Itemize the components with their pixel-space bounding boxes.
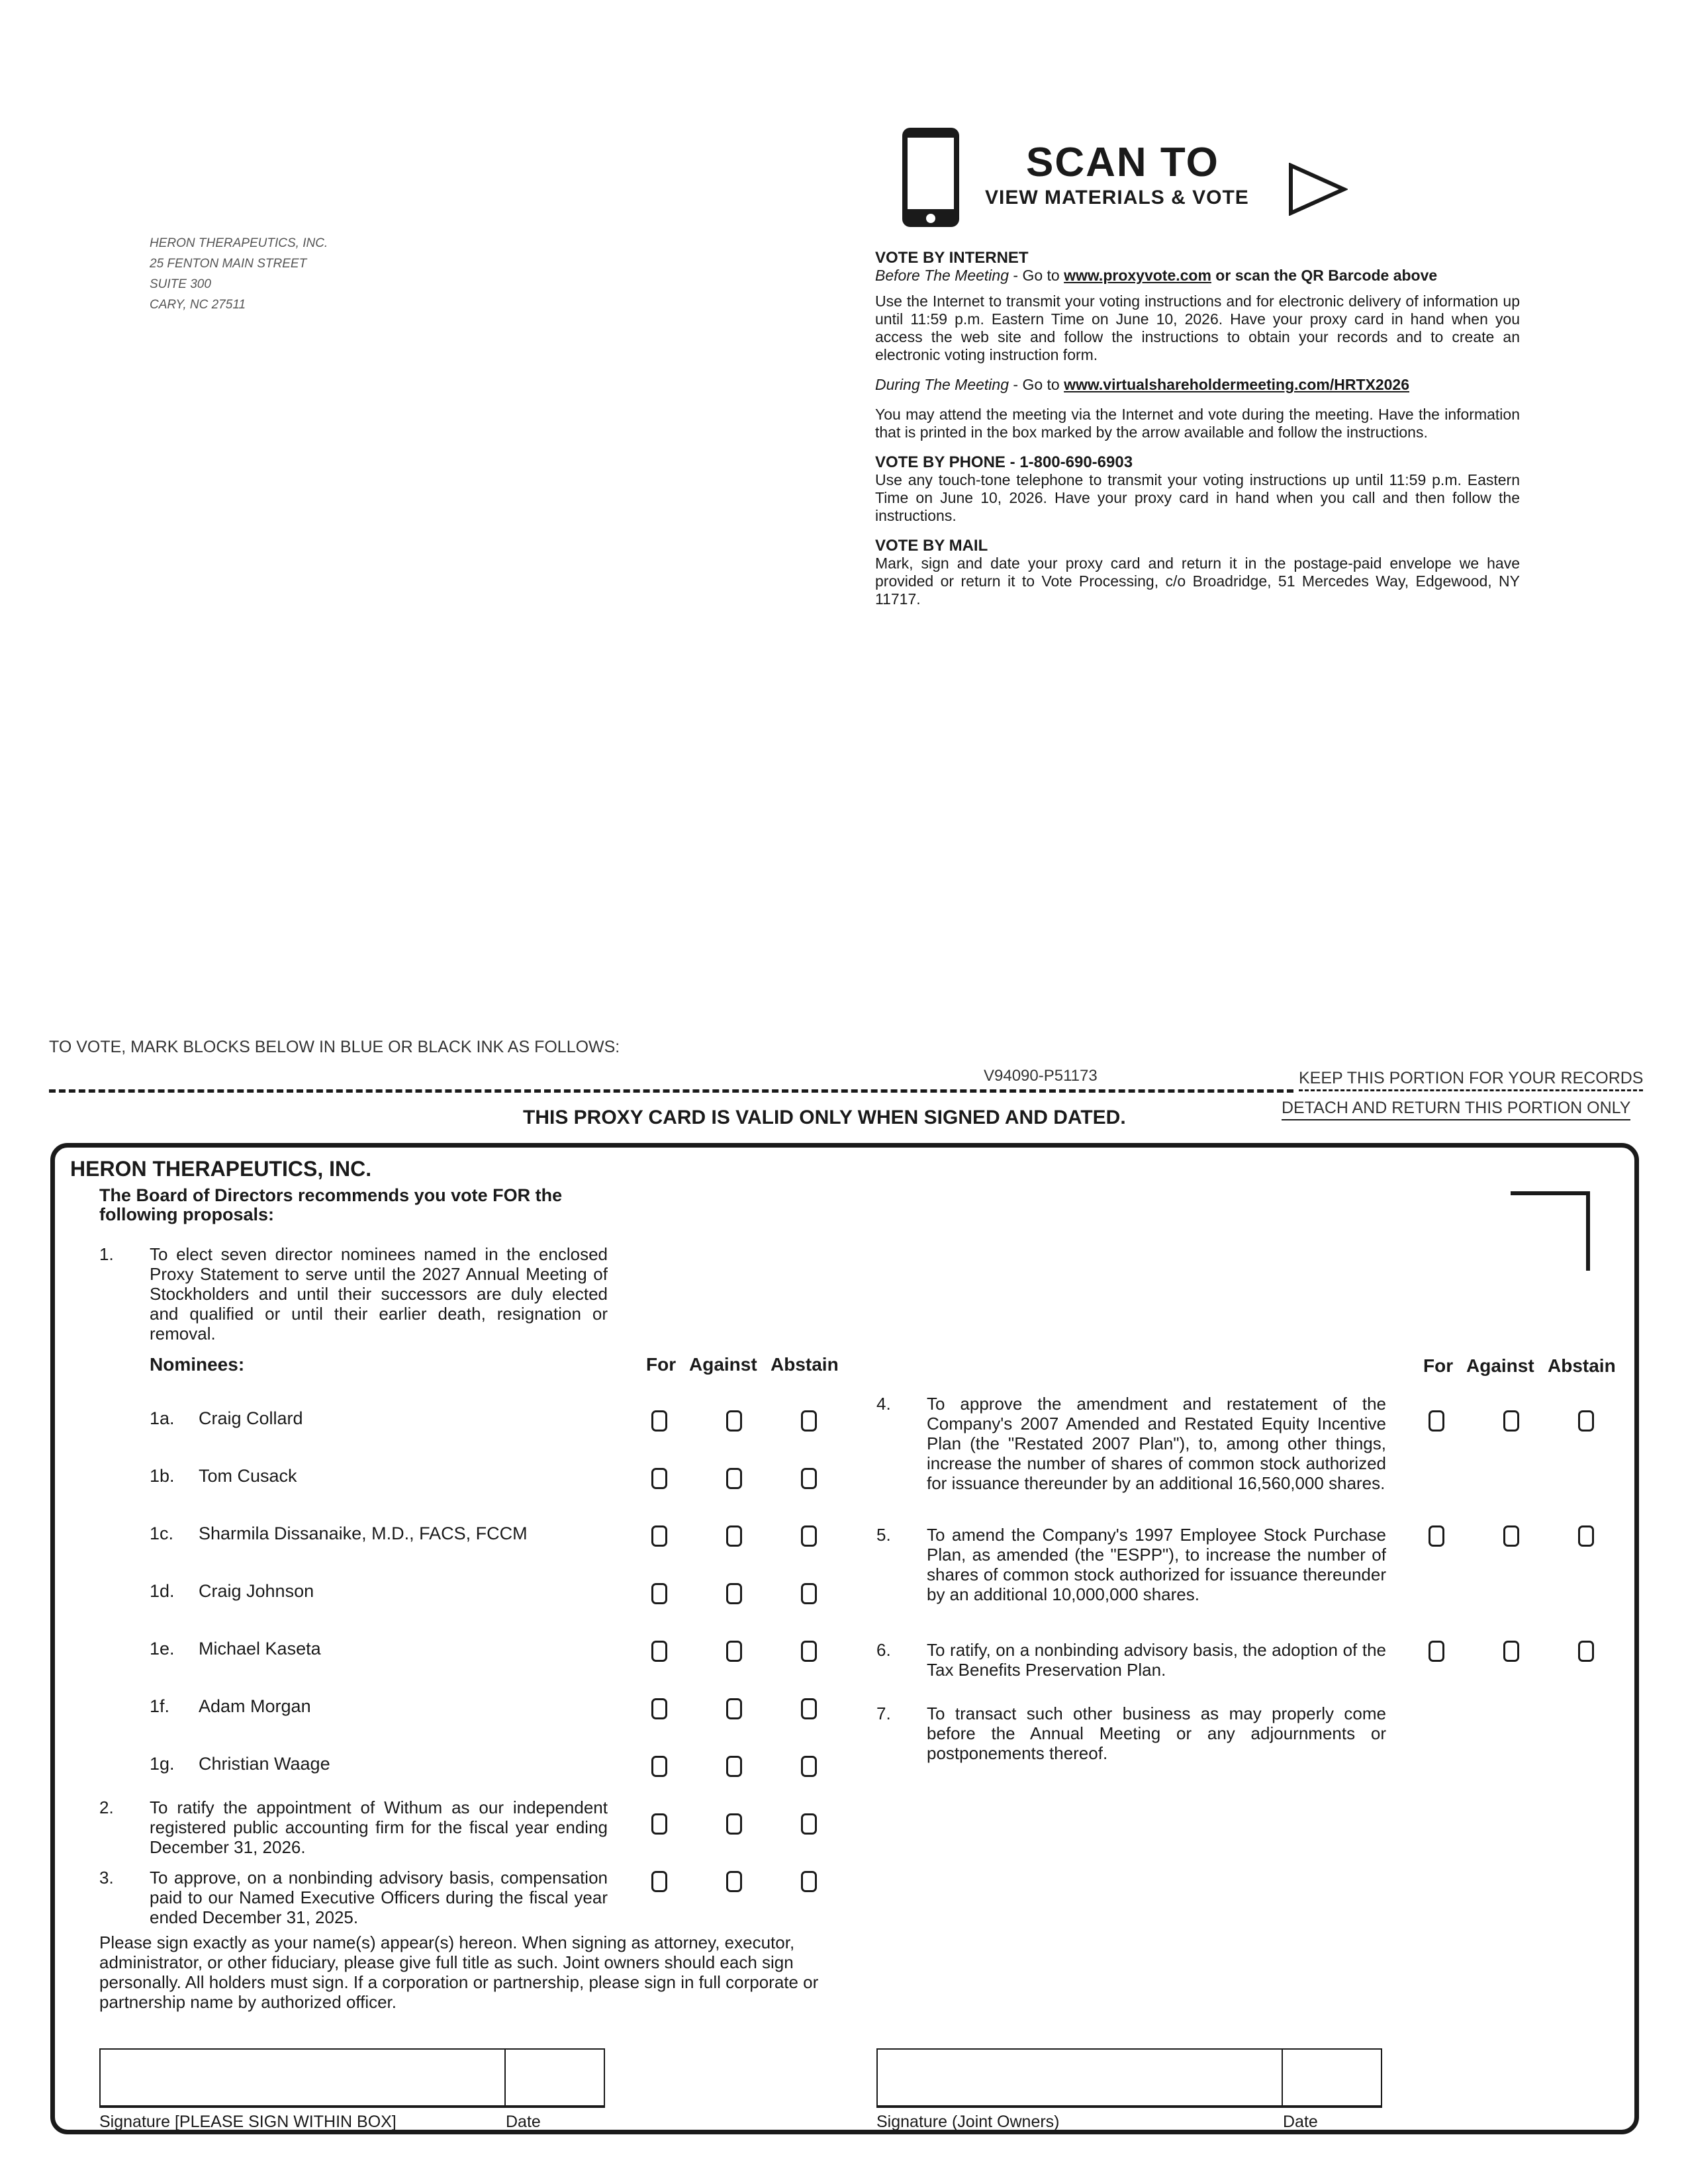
before-goto: - Go to (1009, 267, 1064, 284)
proposal-number: 7. (876, 1704, 891, 1723)
col-abstain-header: Abstain (1548, 1355, 1616, 1376)
date-label: Date (506, 2113, 541, 2131)
checkbox-1f-for[interactable] (651, 1698, 667, 1719)
nominee-index: 1e. (150, 1639, 175, 1659)
checkbox-1f-against[interactable] (726, 1698, 742, 1719)
checkbox-1f-abstain[interactable] (801, 1698, 817, 1719)
nominee-name: Craig Johnson (199, 1581, 314, 1601)
proxyvote-link[interactable]: www.proxyvote.com (1064, 267, 1211, 284)
joint-signature-label: Signature (Joint Owners) (876, 2113, 1060, 2131)
internet-body: Use the Internet to transmit your voting instructions and for electronic delivery of information up until 11:59 p.m. Eastern Time on June 10, 2026. Have your proxy card in hand when you access the web site and follow the instructions to obtain your records and to create an electronic voting instruction form. (875, 293, 1520, 363)
proposal-text: To transact such other business as may properly come before the Annual Meeting or any adjournments or postponements thereof. (927, 1704, 1386, 1763)
proposal-text: To amend the Company's 1997 Employee Stock Purchase Plan, as amended (the "ESPP"), to increase the number of shares of common stock authorized for issuance thereunder by an additional 10,000,000 shares. (927, 1525, 1386, 1604)
nominee-index: 1f. (150, 1696, 170, 1716)
card-company-name: HERON THERAPEUTICS, INC. (70, 1157, 372, 1181)
detach-return-label: DETACH AND RETURN THIS PORTION ONLY (1282, 1099, 1630, 1120)
scan-subtitle: VIEW MATERIALS & VOTE (985, 187, 1249, 208)
proposal-number: 6. (876, 1640, 891, 1660)
play-arrow-icon (1288, 163, 1348, 216)
checkbox-1c-for[interactable] (651, 1525, 667, 1547)
checkbox-3-against[interactable] (726, 1871, 742, 1892)
checkbox-1a-for[interactable] (651, 1410, 667, 1432)
perforation-line (49, 1089, 1293, 1093)
corner-mark (1511, 1191, 1590, 1271)
checkbox-1d-abstain[interactable] (801, 1583, 817, 1604)
col-against-header: Against (689, 1354, 757, 1375)
checkbox-1d-for[interactable] (651, 1583, 667, 1604)
mail-body: Mark, sign and date your proxy card and return it in the postage-paid envelope we have provided or return it to Vote Processing, c/o Broadridge, 51 Mercedes Way, Edgewood, NY 11717. (875, 555, 1520, 608)
checkbox-1d-against[interactable] (726, 1583, 742, 1604)
col-against-header: Against (1466, 1355, 1534, 1376)
voting-instructions (875, 249, 1520, 620)
nominee-name: Tom Cusack (199, 1466, 297, 1486)
nominees-label: Nominees: (150, 1354, 245, 1375)
nominee-index: 1a. (150, 1408, 175, 1428)
col-for-header: For (646, 1354, 677, 1375)
proposal-text: To approve the amendment and restatement of the Company's 2007 Amended and Restated Equity Incentive Plan (the "Restated 2007 Plan"), to, among other things, increase the number of shares of common stock authorized for issuance thereunder by an additional 16,560,000 shares. (927, 1394, 1386, 1493)
checkbox-1c-abstain[interactable] (801, 1525, 817, 1547)
checkbox-1b-for[interactable] (651, 1468, 667, 1489)
phone-body: Use any touch-tone telephone to transmit your voting instructions up until 11:59 p.m. Eastern Time on June 10, 2026. Have your proxy card in hand when you call and then follow the instructions. (875, 471, 1520, 524)
phone-icon (900, 126, 961, 229)
nominee-index: 1g. (150, 1754, 175, 1774)
proposal-number: 3. (99, 1868, 114, 1888)
checkbox-5-against[interactable] (1503, 1525, 1519, 1547)
internet-heading: VOTE BY INTERNET (875, 249, 1029, 267)
checkbox-1g-abstain[interactable] (801, 1756, 817, 1777)
checkbox-1e-abstain[interactable] (801, 1641, 817, 1662)
checkbox-1b-abstain[interactable] (801, 1468, 817, 1489)
address-line: SUITE 300 (150, 277, 211, 291)
checkbox-6-abstain[interactable] (1578, 1641, 1594, 1662)
checkbox-1c-against[interactable] (726, 1525, 742, 1547)
checkbox-1g-for[interactable] (651, 1756, 667, 1777)
mail-heading: VOTE BY MAIL (875, 537, 988, 555)
checkbox-6-against[interactable] (1503, 1641, 1519, 1662)
nominee-index: 1b. (150, 1466, 175, 1486)
during-goto: - Go to (1009, 376, 1064, 393)
address-line: CARY, NC 27511 (150, 298, 246, 312)
checkbox-2-against[interactable] (726, 1813, 742, 1835)
nominee-name: Michael Kaseta (199, 1639, 321, 1659)
joint-date-label: Date (1283, 2113, 1318, 2131)
checkbox-4-abstain[interactable] (1578, 1410, 1594, 1432)
during-body: You may attend the meeting via the Internet and vote during the meeting. Have the information that is printed in the box marked by the arrow available and follow the instructions. (875, 406, 1520, 441)
phone-heading: VOTE BY PHONE - 1-800-690-6903 (875, 453, 1133, 471)
checkbox-1b-against[interactable] (726, 1468, 742, 1489)
board-recommendation: The Board of Directors recommends you vote FOR the following proposals: (99, 1185, 563, 1224)
checkbox-4-for[interactable] (1429, 1410, 1444, 1432)
proposal-text: To ratify, on a nonbinding advisory basis, the adoption of the Tax Benefits Preservation Plan. (927, 1640, 1386, 1680)
checkbox-2-abstain[interactable] (801, 1813, 817, 1835)
return-address (150, 233, 328, 315)
proposal-text: To approve, on a nonbinding advisory basis, compensation paid to our Named Executive Officers during the fiscal year ended December 31, 2025. (150, 1868, 608, 1927)
checkbox-1e-against[interactable] (726, 1641, 742, 1662)
proposal-text: To elect seven director nominees named in the enclosed Proxy Statement to serve until the 2027 Annual Meeting of Stockholders and until their successors are duly elected and qualified or until their earlier death, resignation or removal. (150, 1244, 608, 1343)
before-label: Before The Meeting (875, 267, 1009, 284)
checkbox-1a-against[interactable] (726, 1410, 742, 1432)
joint-date-box[interactable] (1283, 2048, 1382, 2108)
joint-signature-box[interactable] (876, 2048, 1283, 2108)
date-box[interactable] (506, 2048, 605, 2108)
before-tail: or scan the QR Barcode above (1211, 267, 1438, 284)
checkbox-1a-abstain[interactable] (801, 1410, 817, 1432)
checkbox-1g-against[interactable] (726, 1756, 742, 1777)
checkbox-5-for[interactable] (1429, 1525, 1444, 1547)
virtual-meeting-link[interactable]: www.virtualshareholdermeeting.com/HRTX2026 (1064, 376, 1410, 393)
signature-box[interactable] (99, 2048, 506, 2108)
checkbox-3-for[interactable] (651, 1871, 667, 1892)
nominee-index: 1c. (150, 1524, 174, 1543)
address-line: HERON THERAPEUTICS, INC. (150, 236, 328, 250)
col-abstain-header: Abstain (771, 1354, 839, 1375)
checkbox-3-abstain[interactable] (801, 1871, 817, 1892)
nominee-name: Craig Collard (199, 1408, 303, 1428)
mark-instructions: TO VOTE, MARK BLOCKS BELOW IN BLUE OR BLACK INK AS FOLLOWS: (49, 1038, 620, 1056)
checkbox-1e-for[interactable] (651, 1641, 667, 1662)
nominee-name: Christian Waage (199, 1754, 330, 1774)
keep-portion-label: KEEP THIS PORTION FOR YOUR RECORDS (1299, 1069, 1643, 1091)
checkbox-4-against[interactable] (1503, 1410, 1519, 1432)
nominee-index: 1d. (150, 1581, 175, 1601)
control-number: V94090-P51173 (984, 1067, 1098, 1085)
checkbox-5-abstain[interactable] (1578, 1525, 1594, 1547)
proposal-number: 1. (99, 1244, 114, 1264)
nominee-name: Sharmila Dissanaike, M.D., FACS, FCCM (199, 1524, 528, 1543)
scan-title: SCAN TO (1026, 140, 1219, 185)
checkbox-2-for[interactable] (651, 1813, 667, 1835)
nominee-name: Adam Morgan (199, 1696, 311, 1716)
col-for-header: For (1423, 1355, 1454, 1376)
proposal-number: 4. (876, 1394, 891, 1414)
proposal-text: To ratify the appointment of Withum as our independent registered public accounting firm for the fiscal year ending December 31, 2026. (150, 1797, 608, 1857)
proposal-number: 2. (99, 1797, 114, 1817)
valid-notice: THIS PROXY CARD IS VALID ONLY WHEN SIGNED AND DATED. (523, 1107, 1126, 1128)
signature-label: Signature [PLEASE SIGN WITHIN BOX] (99, 2113, 397, 2131)
checkbox-6-for[interactable] (1429, 1641, 1444, 1662)
signing-instructions: Please sign exactly as your name(s) appear(s) hereon. When signing as attorney, executor, administrator, or other fiduciary, please give full title as such. Joint owners should each sign personally. All holders must sign. If a corporation or partnership, please sign in full corporate or partnership name by authorized officer. (99, 1933, 819, 2012)
proposal-number: 5. (876, 1525, 891, 1545)
address-line: 25 FENTON MAIN STREET (150, 257, 307, 271)
during-label: During The Meeting (875, 376, 1009, 393)
